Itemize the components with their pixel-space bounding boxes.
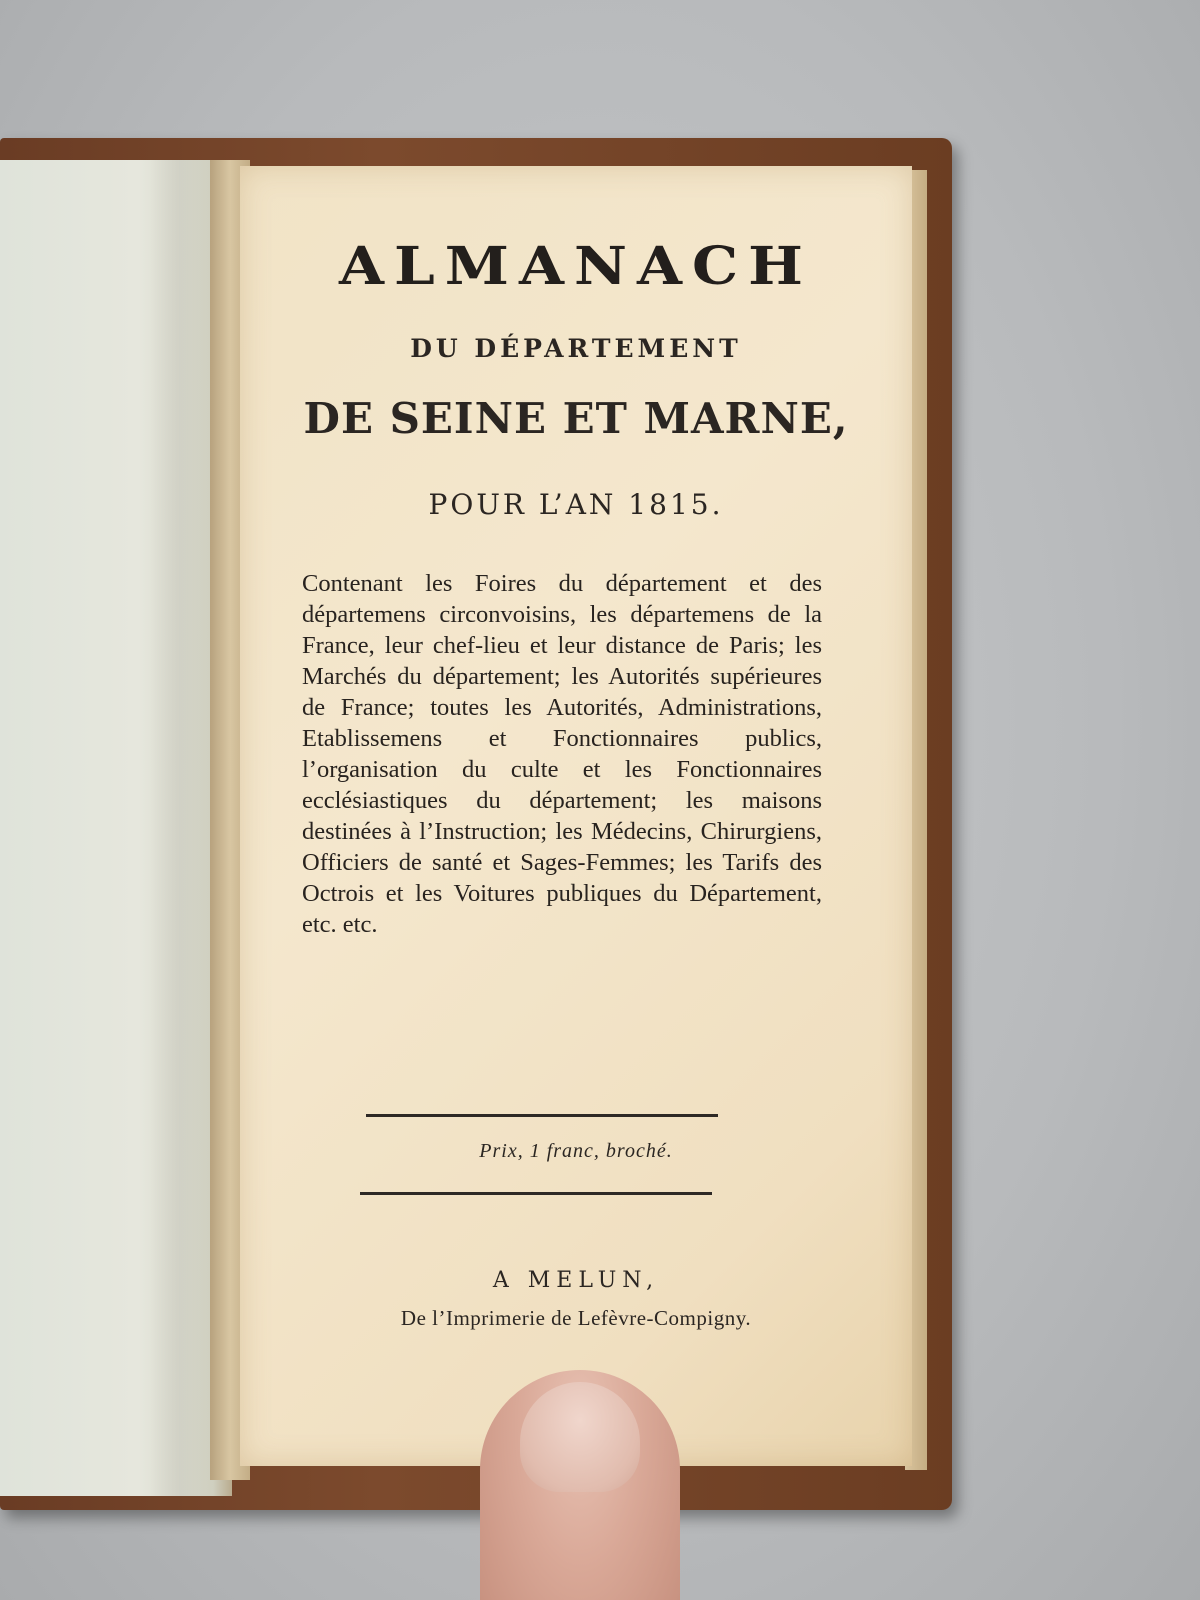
endpaper-crease <box>150 160 210 1496</box>
subtitle-du-departement: DU DÉPARTEMENT <box>410 334 742 363</box>
title-almanach: ALMANACH <box>339 235 813 297</box>
rule-top <box>366 1114 718 1117</box>
imprint-place: A MELUN, <box>492 1268 660 1293</box>
rule-bottom <box>360 1192 712 1195</box>
title-page <box>240 166 912 1466</box>
year-line: POUR L’AN 1815. <box>428 488 724 521</box>
holding-finger <box>480 1370 680 1600</box>
blank-endpaper <box>0 160 232 1496</box>
price-line: Prix, 1 franc, broché. <box>479 1140 673 1162</box>
imprint-printer: De l’Imprimerie de Lefèvre-Compigny. <box>400 1306 752 1330</box>
contents-description: Contenant les Foires du département et des départemens circonvoisins, les départemens de la France, leur chef-lieu et leur distance de Paris; les Marchés du département; les Autorités supérieures de France; toutes les Autorités, Administrations, Etablissemens et Fonctionnaires publics, l’organisation du culte et les Fonctionnaires ecclésiastiques du département; les maisons destinées à l’Instruction; les Médecins, Chirurgiens, Officiers de santé et Sages-Femmes; les Tarifs des Octrois et les Voitures publiques du Département, etc. etc. <box>302 570 822 938</box>
fingernail <box>520 1382 640 1492</box>
subtitle-seine-et-marne: DE SEINE ET MARNE, <box>303 394 849 443</box>
